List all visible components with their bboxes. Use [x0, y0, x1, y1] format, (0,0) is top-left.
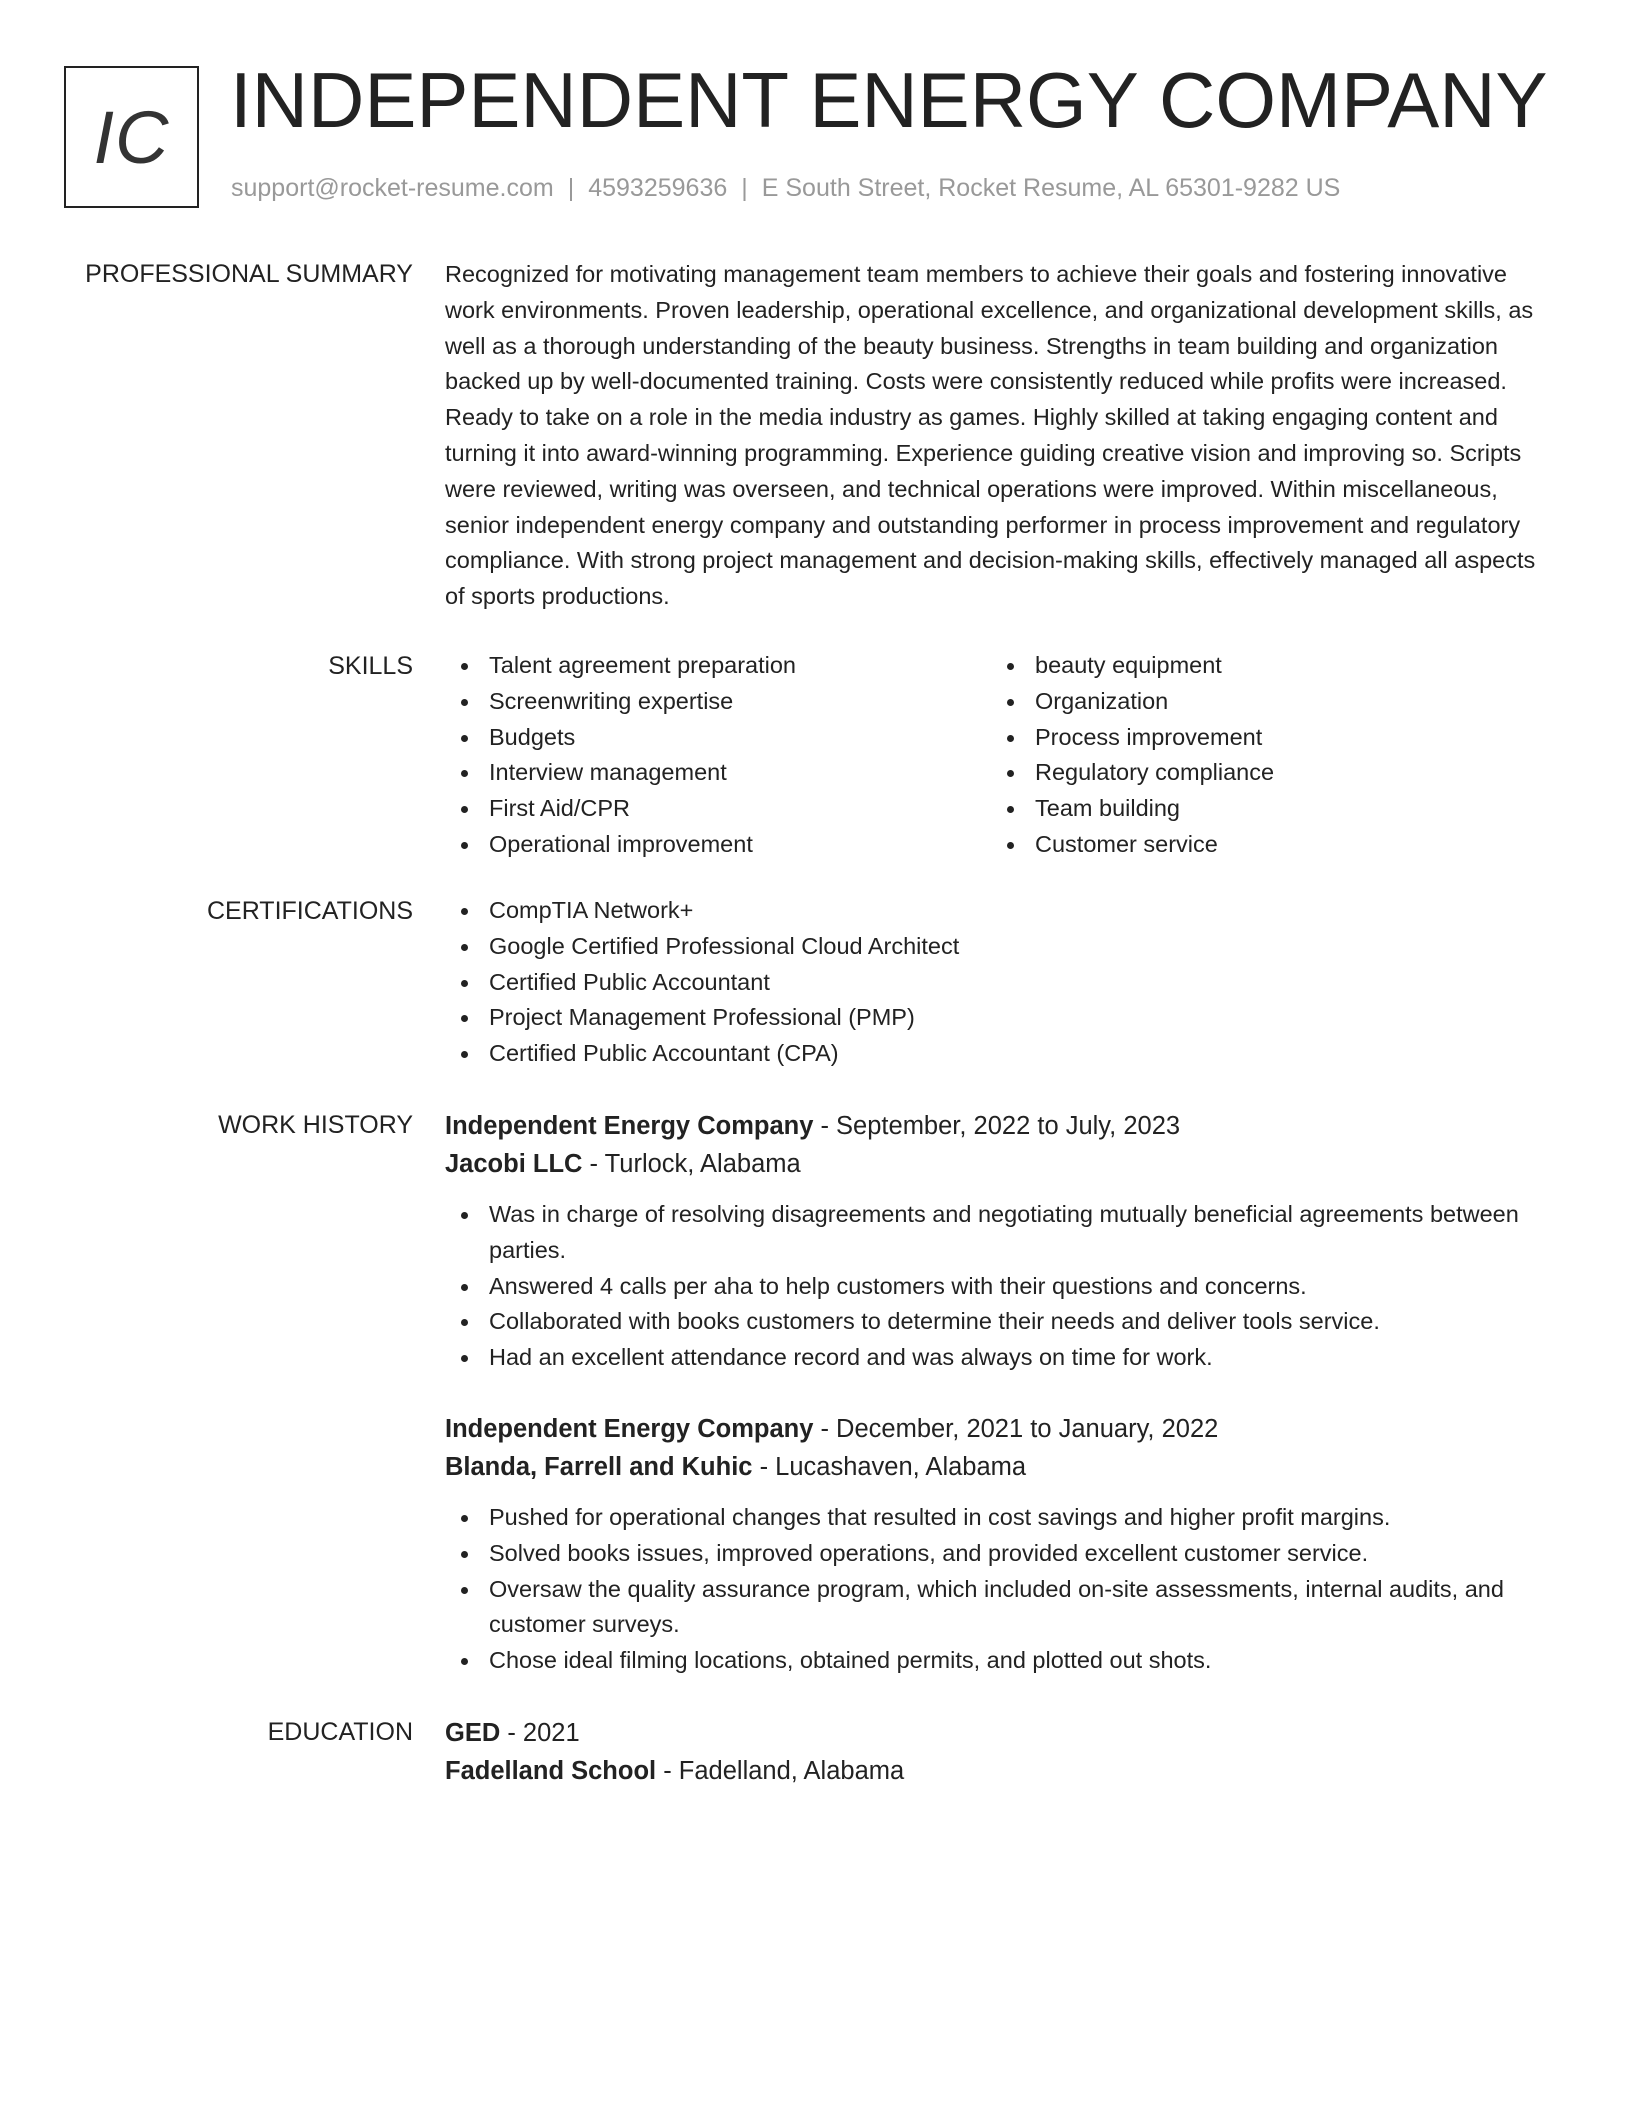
- certification-item: Project Management Professional (PMP): [445, 1000, 1560, 1036]
- summary-text: Recognized for motivating management team members to achieve their goals and fostering innovative work environments. Proven leadership, operational excellence, and organizational development skills, as well as a thorough understanding of the beauty business. Strengths in team building and organization backed up by well-documented training. Costs were consistently reduced while profits were increased. Ready to take on a role in the media industry as games. Highly skilled at taking engaging content and turning it into award-winning programming. Experience guiding creative vision and improving so. Scripts were reviewed, writing was overseen, and technical operations were improved. Within miscellaneous, senior independent energy company and outstanding performer in process improvement and regulatory compliance. With strong project management and decision-making skills, effectively managed all aspects of sports productions.: [445, 261, 1536, 610]
- skill-item: Interview management: [445, 755, 991, 791]
- monogram-initials: IC: [93, 95, 170, 179]
- certification-item: Certified Public Accountant: [445, 965, 1560, 1001]
- page-title: INDEPENDENT ENERGY COMPANY: [230, 56, 1548, 144]
- certification-item: Google Certified Professional Cloud Architect: [445, 929, 1560, 965]
- job-employer-line: [445, 1448, 1560, 1486]
- education-body: [445, 1714, 1560, 1790]
- job-entry: [445, 1410, 1560, 1679]
- skill-item: beauty equipment: [991, 648, 1537, 684]
- job-location: - Lucashaven, Alabama: [752, 1453, 1027, 1481]
- education-school: Fadelland School: [445, 1757, 657, 1785]
- contact-phone: 4593259636: [588, 174, 728, 202]
- education-heading: EDUCATION: [267, 1718, 413, 1746]
- job-dates: - December, 2021 to January, 2022: [813, 1415, 1219, 1443]
- job-title-line: [445, 1410, 1560, 1448]
- education-year: - 2021: [500, 1719, 580, 1747]
- certification-item: CompTIA Network+: [445, 893, 1560, 929]
- job-bullet: Pushed for operational changes that resulted in cost savings and higher profit margins.: [445, 1500, 1560, 1536]
- certification-item: Certified Public Accountant (CPA): [445, 1036, 1560, 1072]
- job-bullet: Had an excellent attendance record and was always on time for work.: [445, 1340, 1560, 1376]
- skill-item: First Aid/CPR: [445, 791, 991, 827]
- contact-line: [231, 174, 1340, 203]
- skill-item: Organization: [991, 684, 1537, 720]
- job-bullet: Solved books issues, improved operations, and provided excellent customer service.: [445, 1536, 1560, 1572]
- skills-heading: SKILLS: [328, 652, 413, 680]
- job-bullet: Oversaw the quality assurance program, which included on-site assessments, internal audits, and customer surveys.: [445, 1572, 1560, 1644]
- job-bullet: Was in charge of resolving disagreements and negotiating mutually beneficial agreements between parties.: [445, 1197, 1560, 1269]
- job-employer: Blanda, Farrell and Kuhic: [445, 1453, 753, 1481]
- skills-columns: [445, 648, 1560, 863]
- education-degree: GED: [445, 1719, 501, 1747]
- job-title: Independent Energy Company: [445, 1112, 814, 1140]
- education-degree-line: [445, 1714, 1560, 1752]
- job-dates: - September, 2022 to July, 2023: [813, 1112, 1181, 1140]
- job-bullet: Answered 4 calls per aha to help customers with their questions and concerns.: [445, 1269, 1560, 1305]
- contact-separator: |: [741, 174, 748, 202]
- contact-separator: |: [567, 174, 575, 202]
- job-title: Independent Energy Company: [445, 1415, 814, 1443]
- education-school-line: [445, 1752, 1560, 1790]
- job-employer: Jacobi LLC: [445, 1150, 583, 1178]
- contact-address: E South Street, Rocket Resume, AL 65301-9282 US: [761, 174, 1341, 202]
- skill-item: Talent agreement preparation: [445, 648, 991, 684]
- skill-item: Process improvement: [991, 720, 1537, 756]
- certifications-list: [445, 893, 1560, 1072]
- skill-item: Team building: [991, 791, 1537, 827]
- certifications-heading: CERTIFICATIONS: [206, 897, 413, 925]
- job-entry: [445, 1107, 1560, 1376]
- job-location: - Turlock, Alabama: [582, 1150, 801, 1178]
- job-bullets: [445, 1197, 1560, 1376]
- education-location: - Fadelland, Alabama: [656, 1757, 905, 1785]
- job-bullets: [445, 1500, 1560, 1679]
- job-bullet: Collaborated with books customers to determine their needs and deliver tools service.: [445, 1304, 1560, 1340]
- skills-list-left: [445, 648, 991, 863]
- skill-item: Budgets: [445, 720, 991, 756]
- skill-item: Regulatory compliance: [991, 755, 1537, 791]
- job-title-line: [445, 1107, 1560, 1145]
- skills-list-right: [991, 648, 1537, 863]
- monogram-box: [64, 66, 199, 208]
- summary-heading: PROFESSIONAL SUMMARY: [85, 260, 413, 288]
- skill-item: Customer service: [991, 827, 1537, 863]
- skill-item: Screenwriting expertise: [445, 684, 991, 720]
- job-employer-line: [445, 1145, 1560, 1183]
- job-bullet: Chose ideal filming locations, obtained permits, and plotted out shots.: [445, 1643, 1560, 1679]
- skill-item: Operational improvement: [445, 827, 991, 863]
- certifications-body: [445, 893, 1560, 1072]
- contact-email: support@rocket-resume.com: [231, 174, 554, 202]
- work-history-heading: WORK HISTORY: [218, 1111, 413, 1139]
